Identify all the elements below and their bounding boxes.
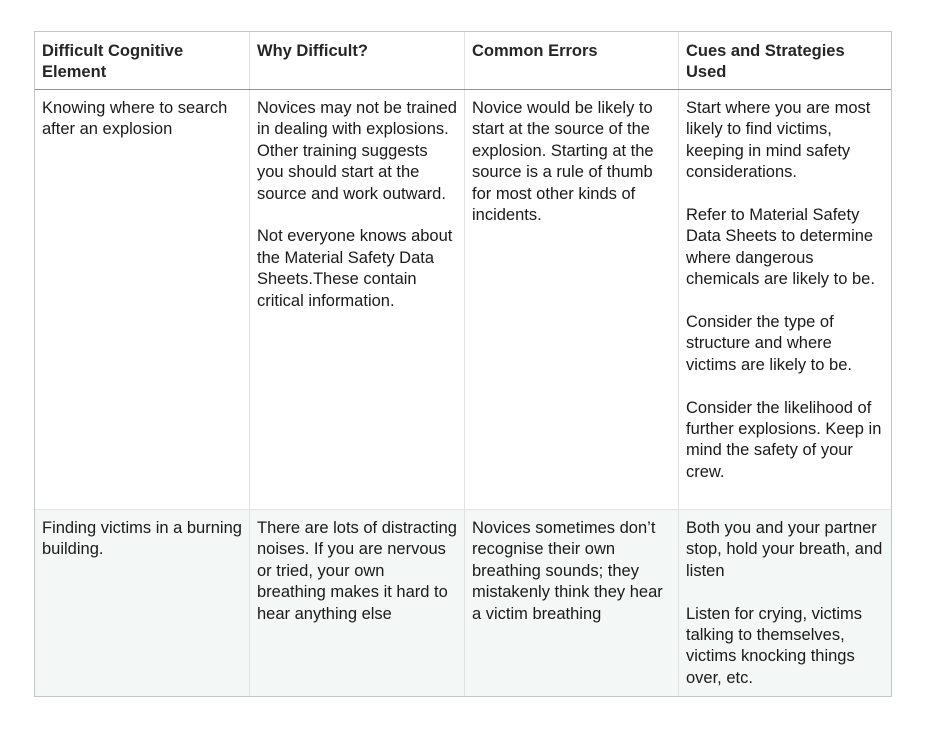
header-difficult-cognitive-element: Difficult Cognitive Element	[42, 42, 184, 82]
cell-cues-strategies	[678, 510, 891, 696]
cell-text: Finding victims in a burning building.	[42, 519, 242, 559]
cell-paragraph: Listen for crying, victims talking to themselves, victims knocking things over, etc.	[686, 604, 863, 687]
cell-paragraph: Consider the type of structure and where victims are likely to be.	[686, 313, 852, 374]
cell-why-difficult	[249, 510, 464, 696]
cognitive-demands-table	[34, 31, 892, 697]
table-row	[35, 90, 891, 510]
cell-paragraph: Novice would be likely to start at the source of the explosion. Starting at the source is a rule of thumb for most other kinds of incidents.	[472, 99, 654, 225]
header-common-errors: Common Errors	[464, 32, 678, 89]
header-why-difficult: Why Difficult?	[249, 32, 464, 89]
cell-common-errors	[464, 90, 678, 509]
cell-text: Knowing where to search after an explosion	[42, 99, 228, 139]
cell-paragraph: Not everyone knows about the Material Safety Data Sheets.These contain critical information.	[257, 227, 453, 310]
cell-paragraph: Consider the likelihood of further explosions. Keep in mind the safety of your crew.	[686, 398, 882, 481]
cell-cues-strategies	[678, 90, 891, 509]
cell-paragraph: There are lots of distracting noises. If you are nervous or tried, your own breathing makes it hard to hear anything else	[257, 519, 457, 623]
cell-paragraph: Novices sometimes don’t recognise their own breathing sounds; they mistakenly think they hear a victim breathing	[472, 519, 663, 623]
cell-paragraph: Start where you are most likely to find victims, keeping in mind safety considerations.	[686, 99, 871, 182]
cell-why-difficult	[249, 90, 464, 509]
cell-element	[35, 90, 249, 509]
cell-paragraph: Refer to Material Safety Data Sheets to determine where dangerous chemicals are likely to be.	[686, 206, 875, 289]
header-cues-and-strategies: Cues and Strategies Used	[678, 32, 891, 89]
cell-element	[35, 510, 249, 696]
table-header-row	[35, 32, 891, 90]
cell-common-errors	[464, 510, 678, 696]
cell-paragraph: Novices may not be trained in dealing with explosions. Other training suggests you should start at the source and work outward.	[257, 99, 457, 203]
table-row	[35, 510, 891, 696]
cell-paragraph: Both you and your partner stop, hold your breath, and listen	[686, 519, 883, 580]
